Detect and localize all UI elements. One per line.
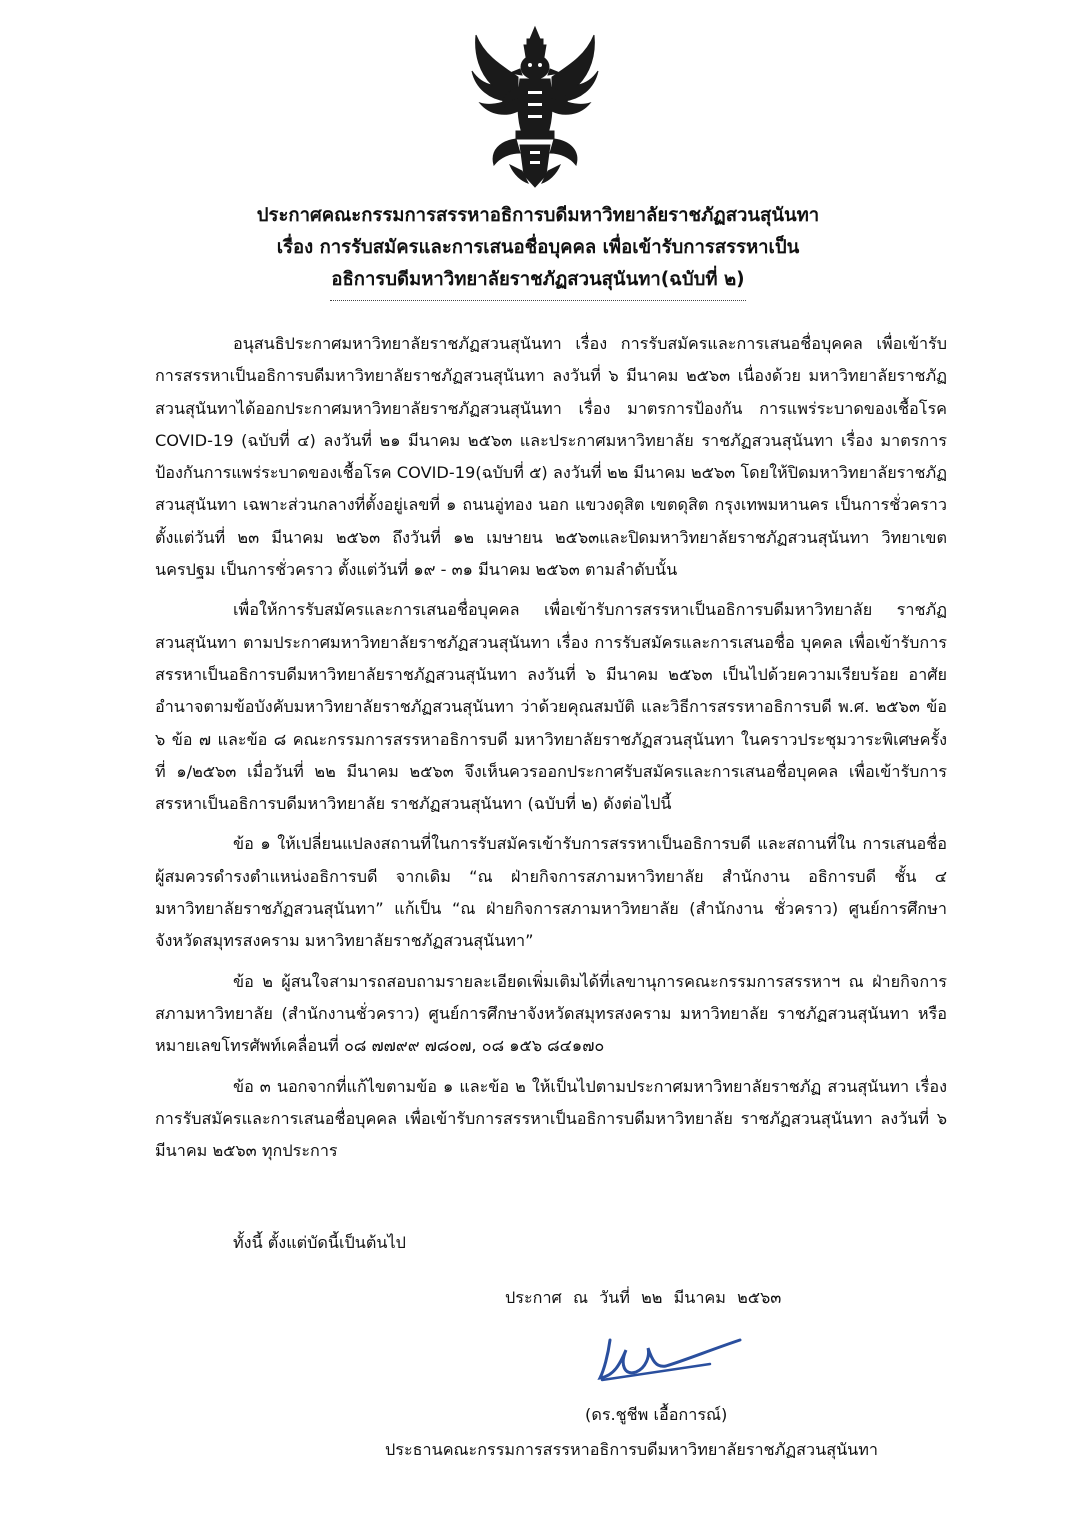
signer-title: ประธานคณะกรรมการสรรหาอธิการบดีมหาวิทยาลัยราชภัฏสวนสุนันทา: [385, 1440, 878, 1459]
title-line-2: เรื่อง การรับสมัครและการเสนอชื่อบุคคล เพื่อเข้ารับการสรรหาเป็น: [276, 237, 800, 258]
closing-statement: ทั้งนี้ ตั้งแต่บัดนี้เป็นต้นไป: [233, 1233, 406, 1252]
paragraph-clause-2: ข้อ ๒ ผู้สนใจสามารถสอบถามรายละเอียดเพิ่มเติมได้ที่เลขานุการคณะกรรมการสรรหาฯ ณ ฝ่ายกิจการสภามหาวิทยาลัย (สำนักงานชั่วคราว) ศูนย์การศึกษาจังหวัดสมุทรสงคราม มหาวิทยาลัย ราชภัฏสวนสุนันทา หรือหมายเลขโทรศัพท์เคลื่อนที่ ๐๘ ๗๗๙๙ ๗๘๐๗, ๐๘ ๑๕๖ ๘๔๑๗๐: [155, 971, 947, 1056]
title-line-3: อธิการบดีมหาวิทยาลัยราชภัฏสวนสุนันทา(ฉบับที่ ๒): [331, 269, 745, 290]
paragraph-preamble: อนุสนธิประกาศมหาวิทยาลัยราชภัฏสวนสุนันทา เรื่อง การรับสมัครและการเสนอชื่อบุคคล เพื่อเข้ารับการสรรหาเป็นอธิการบดีมหาวิทยาลัยราชภัฏสวนสุนันทา ลงวันที่ ๖ มีนาคม ๒๕๖๓ เนื่องด้วย มหาวิทยาลัยราชภัฏสวนสุนันทาได้ออกประกาศมหาวิทยาลัยราชภัฏสวนสุนันทา เรื่อง มาตรการป้องกัน การแพร่ระบาดของเชื้อโรค COVID-19 (ฉบับที่ ๔) ลงวันที่ ๒๑ มีนาคม ๒๕๖๓ และประกาศมหาวิทยาลัย ราชภัฏสวนสุนันทา เรื่อง มาตรการป้องกันการแพร่ระบาดของเชื้อโรค COVID-19(ฉบับที่ ๕) ลงวันที่ ๒๒ มีนาคม ๒๕๖๓ โดยให้ปิดมหาวิทยาลัยราชภัฏสวนสุนันทา เฉพาะส่วนกลางที่ตั้งอยู่เลขที่ ๑ ถนนอู่ทอง นอก แขวงดุสิต เขตดุสิต กรุงเทพมหานคร เป็นการชั่วคราว ตั้งแต่วันที่ ๒๓ มีนาคม ๒๕๖๓ ถึงวันที่ ๑๒ เมษายน ๒๕๖๓และปิดมหาวิทยาลัยราชภัฏสวนสุนันทา วิทยาเขตนครปฐม เป็นการชั่วคราว ตั้งแต่วันที่ ๑๙ - ๓๑ มีนาคม ๒๕๖๓ ตามลำดับนั้น: [155, 334, 947, 580]
announcement-title: [120, 200, 956, 296]
title-line-1: ประกาศคณะกรรมการสรรหาอธิการบดีมหาวิทยาลัยราชภัฏสวนสุนันทา: [256, 205, 820, 226]
paragraph-clause-3: ข้อ ๓ นอกจากที่แก้ไขตามข้อ ๑ และข้อ ๒ ให้เป็นไปตามประกาศมหาวิทยาลัยราชภัฏ สวนสุนันทา เรื่อง การรับสมัครและการเสนอชื่อบุคคล เพื่อเข้ารับการสรรหาเป็นอธิการบดีมหาวิทยาลัย ราชภัฏสวนสุนันทา ลงวันที่ ๖ มีนาคม ๒๕๖๓ ทุกประการ: [155, 1076, 947, 1161]
paragraph-purpose: เพื่อให้การรับสมัครและการเสนอชื่อบุคคล เพื่อเข้ารับการสรรหาเป็นอธิการบดีมหาวิทยาลัย ราชภัฏสวนสุนันทา ตามประกาศมหาวิทยาลัยราชภัฏสวนสุนันทา เรื่อง การรับสมัครและการเสนอชื่อ บุคคล เพื่อเข้ารับการสรรหาเป็นอธิการบดีมหาวิทยาลัยราชภัฏสวนสุนันทา ลงวันที่ ๖ มีนาคม ๒๕๖๓ เป็นไปด้วยความเรียบร้อย อาศัยอำนาจตามข้อบังคับมหาวิทยาลัยราชภัฏสวนสุนันทา ว่าด้วยคุณสมบัติ และวิธีการสรรหาอธิการบดี พ.ศ. ๒๕๖๓ ข้อ ๖ ข้อ ๗ และข้อ ๘ คณะกรรมการสรรหาอธิการบดี มหาวิทยาลัยราชภัฏสวนสุนันทา ในคราวประชุมวาระพิเศษครั้งที่ ๑/๒๕๖๓ เมื่อวันที่ ๒๒ มีนาคม ๒๕๖๓ จึงเห็นควรออกประกาศรับสมัครและการเสนอชื่อบุคคล เพื่อเข้ารับการสรรหาเป็นอธิการบดีมหาวิทยาลัย ราชภัฏสวนสุนันทา (ฉบับที่ ๒) ดังต่อไปนี้: [155, 600, 947, 814]
garuda-emblem-icon: [470, 25, 600, 190]
signature-icon: [590, 1320, 750, 1390]
announcement-body: [155, 328, 947, 1175]
signer-name: (ดร.ชูชีพ เอื้อการณ์): [585, 1405, 728, 1424]
announcement-date: ประกาศ ณ วันที่ ๒๒ มีนาคม ๒๕๖๓: [505, 1288, 782, 1307]
dotted-divider: [330, 300, 746, 302]
paragraph-clause-1: ข้อ ๑ ให้เปลี่ยนแปลงสถานที่ในการรับสมัครเข้ารับการสรรหาเป็นอธิการบดี และสถานที่ใน การเสนอชื่อผู้สมควรดำรงตำแหน่งอธิการบดี จากเดิม “ณ ฝ่ายกิจการสภามหาวิทยาลัย สำนักงาน อธิการบดี ชั้น ๔ มหาวิทยาลัยราชภัฏสวนสุนันทา” แก้เป็น “ณ ฝ่ายกิจการสภามหาวิทยาลัย (สำนักงาน ชั่วคราว) ศูนย์การศึกษาจังหวัดสมุทรสงคราม มหาวิทยาลัยราชภัฏสวนสุนันทา”: [155, 834, 947, 951]
